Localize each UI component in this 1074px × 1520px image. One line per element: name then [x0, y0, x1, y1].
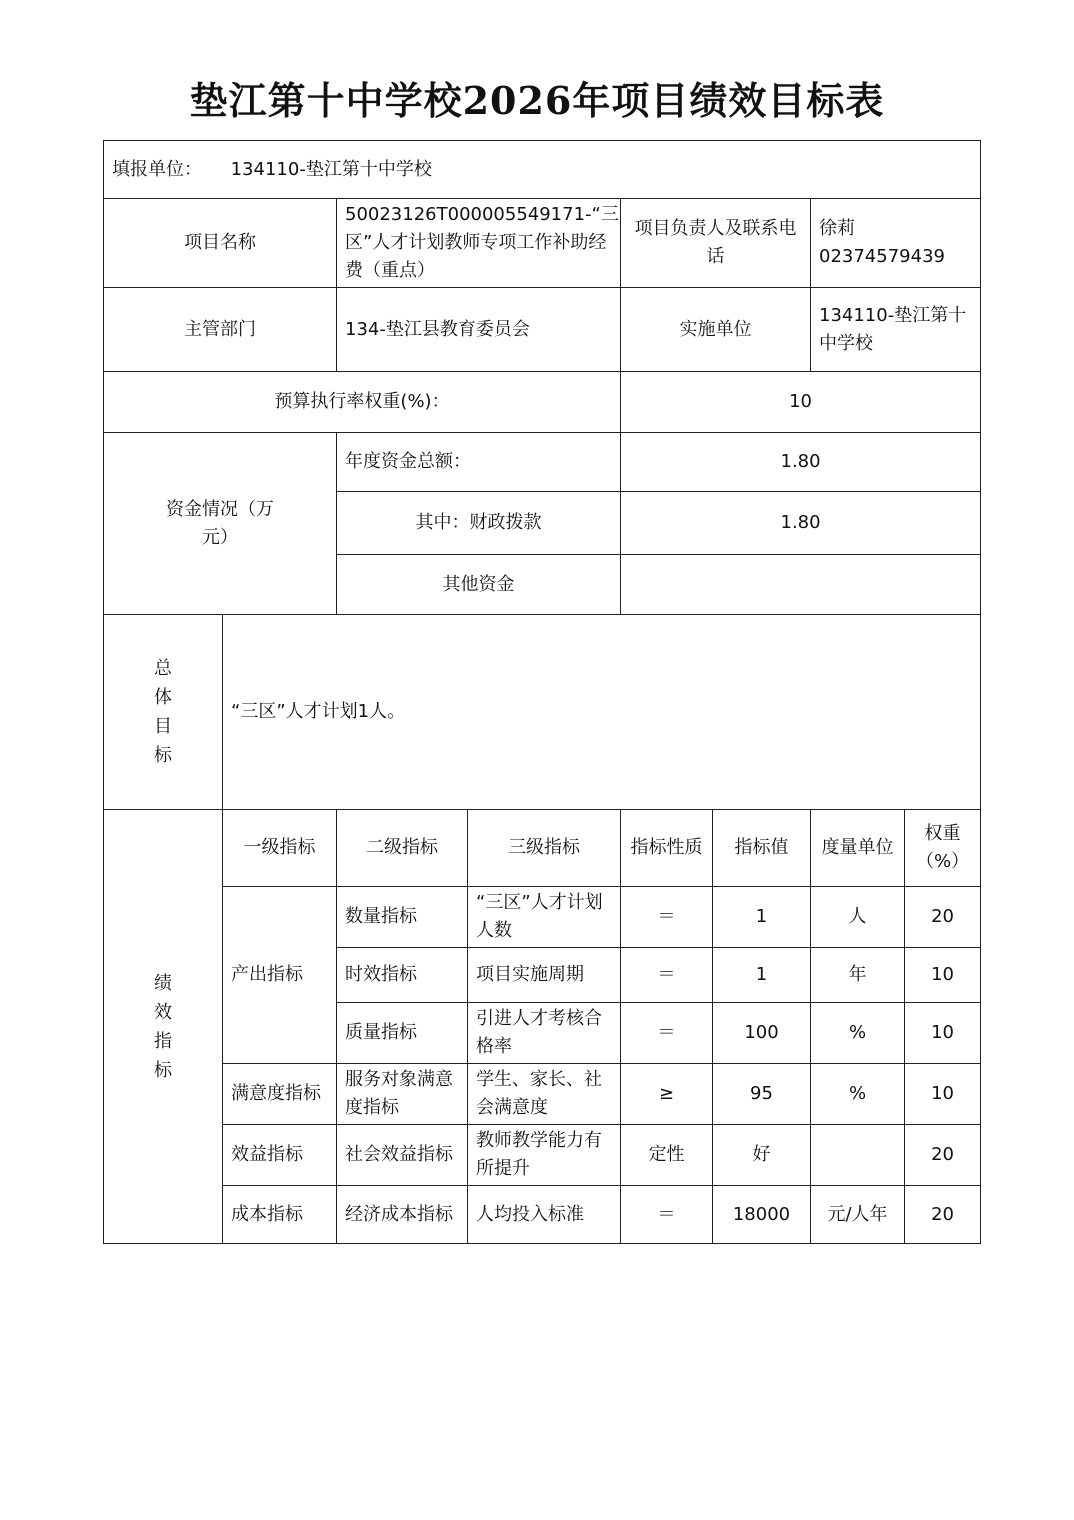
level3-cell: 人均投入标准: [468, 1186, 621, 1244]
impl-label: 实施单位: [621, 288, 811, 372]
header-cell: 度量单位: [811, 810, 905, 887]
table-row: [104, 1064, 981, 1125]
header-cell: 二级指标: [337, 810, 468, 887]
level2-cell: 质量指标: [337, 1003, 468, 1064]
table-row: [104, 887, 981, 948]
nature-cell: ＝: [621, 1186, 713, 1244]
goal-label: 总体目标: [104, 615, 223, 810]
level2-cell: 时效指标: [337, 948, 468, 1003]
funds-other-label: 其他资金: [337, 555, 621, 615]
table-row: [104, 1125, 981, 1186]
weight-cell: 20: [905, 1125, 981, 1186]
level1-cell: 成本指标: [223, 1186, 337, 1244]
level3-cell: 引进人才考核合格率: [468, 1003, 621, 1064]
nature-cell: ＝: [621, 1003, 713, 1064]
weight-cell: 10: [905, 948, 981, 1003]
value-cell: 100: [713, 1003, 811, 1064]
impl-value: 134110-垫江第十中学校: [811, 288, 981, 372]
level3-cell: 项目实施周期: [468, 948, 621, 1003]
value-cell: 95: [713, 1064, 811, 1125]
level1-cell: 效益指标: [223, 1125, 337, 1186]
weight-cell: 10: [905, 1064, 981, 1125]
level3-cell: 学生、家长、社会满意度: [468, 1064, 621, 1125]
funds-fiscal: 1.80: [621, 492, 981, 555]
value-cell: 1: [713, 887, 811, 948]
level1-cell: 产出指标: [223, 887, 337, 1064]
unit-cell: 年: [811, 948, 905, 1003]
header-cell: 三级指标: [468, 810, 621, 887]
nature-cell: ＝: [621, 887, 713, 948]
weight-cell: 10: [905, 1003, 981, 1064]
contact-phone: 02374579439: [819, 246, 945, 267]
level2-cell: 经济成本指标: [337, 1186, 468, 1244]
project-name-label: 项目名称: [104, 199, 337, 288]
value-cell: 1: [713, 948, 811, 1003]
level3-cell: “三区”人才计划人数: [468, 887, 621, 948]
perf-label: 绩效指标: [104, 810, 223, 1244]
header-cell: 权重（%）: [905, 810, 981, 887]
contact-value: [811, 199, 981, 288]
unit-cell: [811, 1125, 905, 1186]
project-name: 50023126T000005549171-“三区”人才计划教师专项工作补助经费（重点）: [337, 199, 621, 288]
reporting-unit: [104, 141, 981, 199]
unit-value: 134110-垫江第十中学校: [230, 158, 432, 180]
contact-name: 徐莉: [819, 218, 855, 239]
funds-label: 资金情况（万元）: [104, 433, 337, 615]
unit-cell: 人: [811, 887, 905, 948]
header-cell: 指标值: [713, 810, 811, 887]
funds-total-label: 年度资金总额：: [337, 433, 621, 492]
funds-other: [621, 555, 981, 615]
level3-cell: 教师教学能力有所提升: [468, 1125, 621, 1186]
page-title: 垫江第十中学校2026年项目绩效目标表: [189, 78, 885, 123]
dept-value: 134-垫江县教育委员会: [337, 288, 621, 372]
unit-label: 填报单位：: [112, 158, 202, 180]
header-cell: 指标性质: [621, 810, 713, 887]
weight-cell: 20: [905, 887, 981, 948]
header-cell: 一级指标: [223, 810, 337, 887]
dept-label: 主管部门: [104, 288, 337, 372]
nature-cell: ≥: [621, 1064, 713, 1125]
nature-cell: ＝: [621, 948, 713, 1003]
value-cell: 好: [713, 1125, 811, 1186]
level2-cell: 数量指标: [337, 887, 468, 948]
level2-cell: 服务对象满意度指标: [337, 1064, 468, 1125]
unit-cell: %: [811, 1003, 905, 1064]
funds-fiscal-label: 其中：财政拨款: [337, 492, 621, 555]
weight-cell: 20: [905, 1186, 981, 1244]
nature-cell: 定性: [621, 1125, 713, 1186]
budget-rate-label: 预算执行率权重(%)：: [104, 372, 621, 433]
level2-cell: 社会效益指标: [337, 1125, 468, 1186]
funds-total: 1.80: [621, 433, 981, 492]
unit-cell: 元/人年: [811, 1186, 905, 1244]
unit-cell: %: [811, 1064, 905, 1125]
performance-table: [103, 140, 981, 1244]
goal-text: “三区”人才计划1人。: [223, 615, 981, 810]
contact-label: 项目负责人及联系电话: [621, 199, 811, 288]
level1-cell: 满意度指标: [223, 1064, 337, 1125]
budget-rate-value: 10: [621, 372, 981, 433]
table-row: [104, 1186, 981, 1244]
value-cell: 18000: [713, 1186, 811, 1244]
